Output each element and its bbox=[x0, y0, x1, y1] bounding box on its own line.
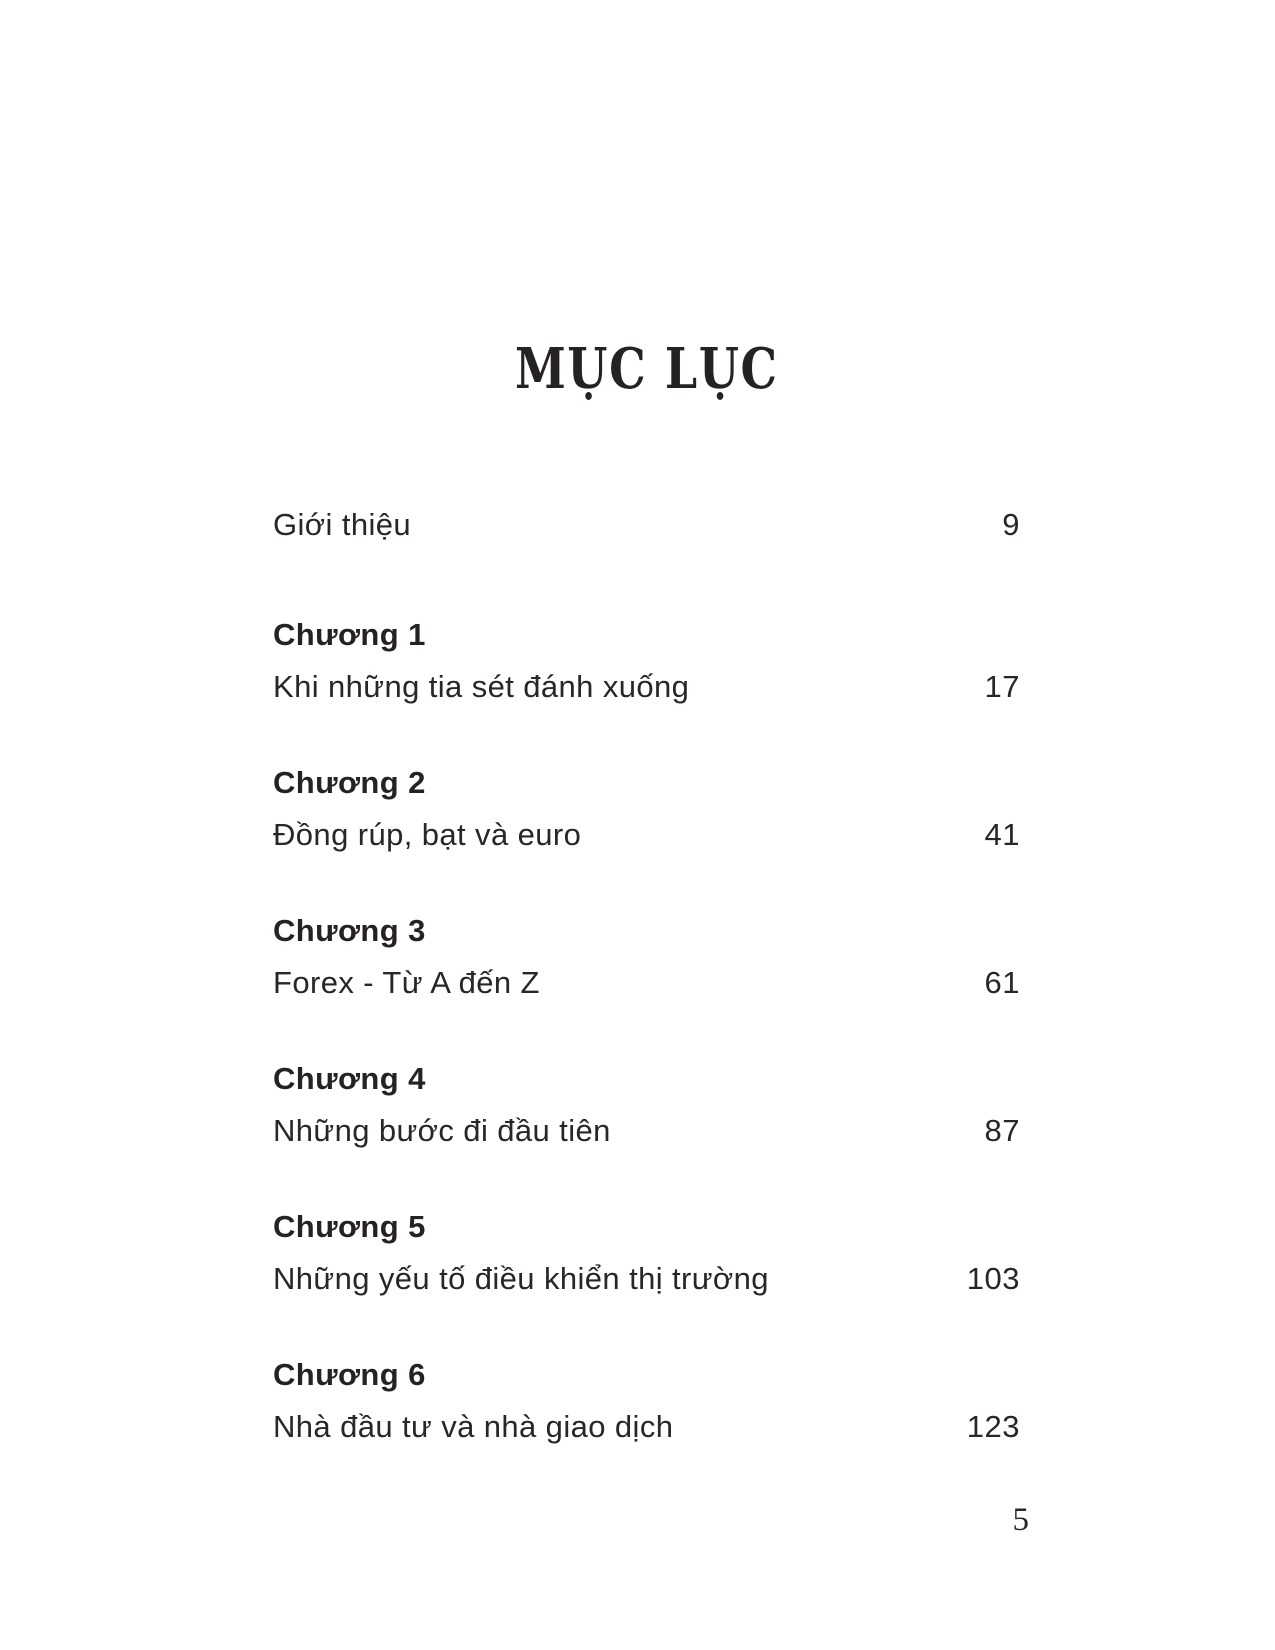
page-number: 41 bbox=[984, 817, 1020, 852]
page-title: MỤC LỤC bbox=[514, 336, 779, 402]
page-number: 103 bbox=[966, 1261, 1020, 1296]
folio-page-number: 5 bbox=[1012, 1502, 1029, 1538]
toc-entry-chapter-5 bbox=[273, 1260, 1020, 1298]
page-number: 17 bbox=[984, 669, 1020, 704]
toc-entry-title: Forex - Từ A đến Z bbox=[273, 965, 540, 1000]
page-number: 123 bbox=[966, 1409, 1020, 1444]
page-number: 61 bbox=[984, 965, 1020, 1000]
page-number: 9 bbox=[1002, 507, 1020, 542]
toc-entry-title: Nhà đầu tư và nhà giao dịch bbox=[273, 1409, 674, 1444]
page-title-wrap bbox=[273, 336, 1020, 402]
toc-entry-chapter-6 bbox=[273, 1408, 1020, 1446]
toc-entry-title: Khi những tia sét đánh xuống bbox=[273, 669, 690, 704]
toc-entry-title: Những bước đi đầu tiên bbox=[273, 1113, 611, 1148]
chapter-label: Chương 3 bbox=[273, 913, 426, 948]
page-number: 87 bbox=[984, 1113, 1020, 1148]
toc-entry-title: Giới thiệu bbox=[273, 507, 412, 542]
chapter-label: Chương 4 bbox=[273, 1061, 426, 1096]
toc-entry-title: Đồng rúp, bạt và euro bbox=[273, 817, 582, 852]
chapter-label: Chương 1 bbox=[273, 617, 426, 652]
toc-entry-chapter-4 bbox=[273, 1112, 1020, 1150]
chapter-label: Chương 2 bbox=[273, 765, 426, 800]
toc-entry-chapter-2 bbox=[273, 816, 1020, 854]
chapter-label: Chương 6 bbox=[273, 1357, 426, 1392]
toc-entry-chapter-1 bbox=[273, 668, 1020, 706]
toc-entry-title: Những yếu tố điều khiển thị trường bbox=[273, 1261, 769, 1296]
toc-entry-chapter-3 bbox=[273, 964, 1020, 1002]
chapter-label: Chương 5 bbox=[273, 1209, 426, 1244]
toc-entry-intro bbox=[273, 506, 1020, 544]
